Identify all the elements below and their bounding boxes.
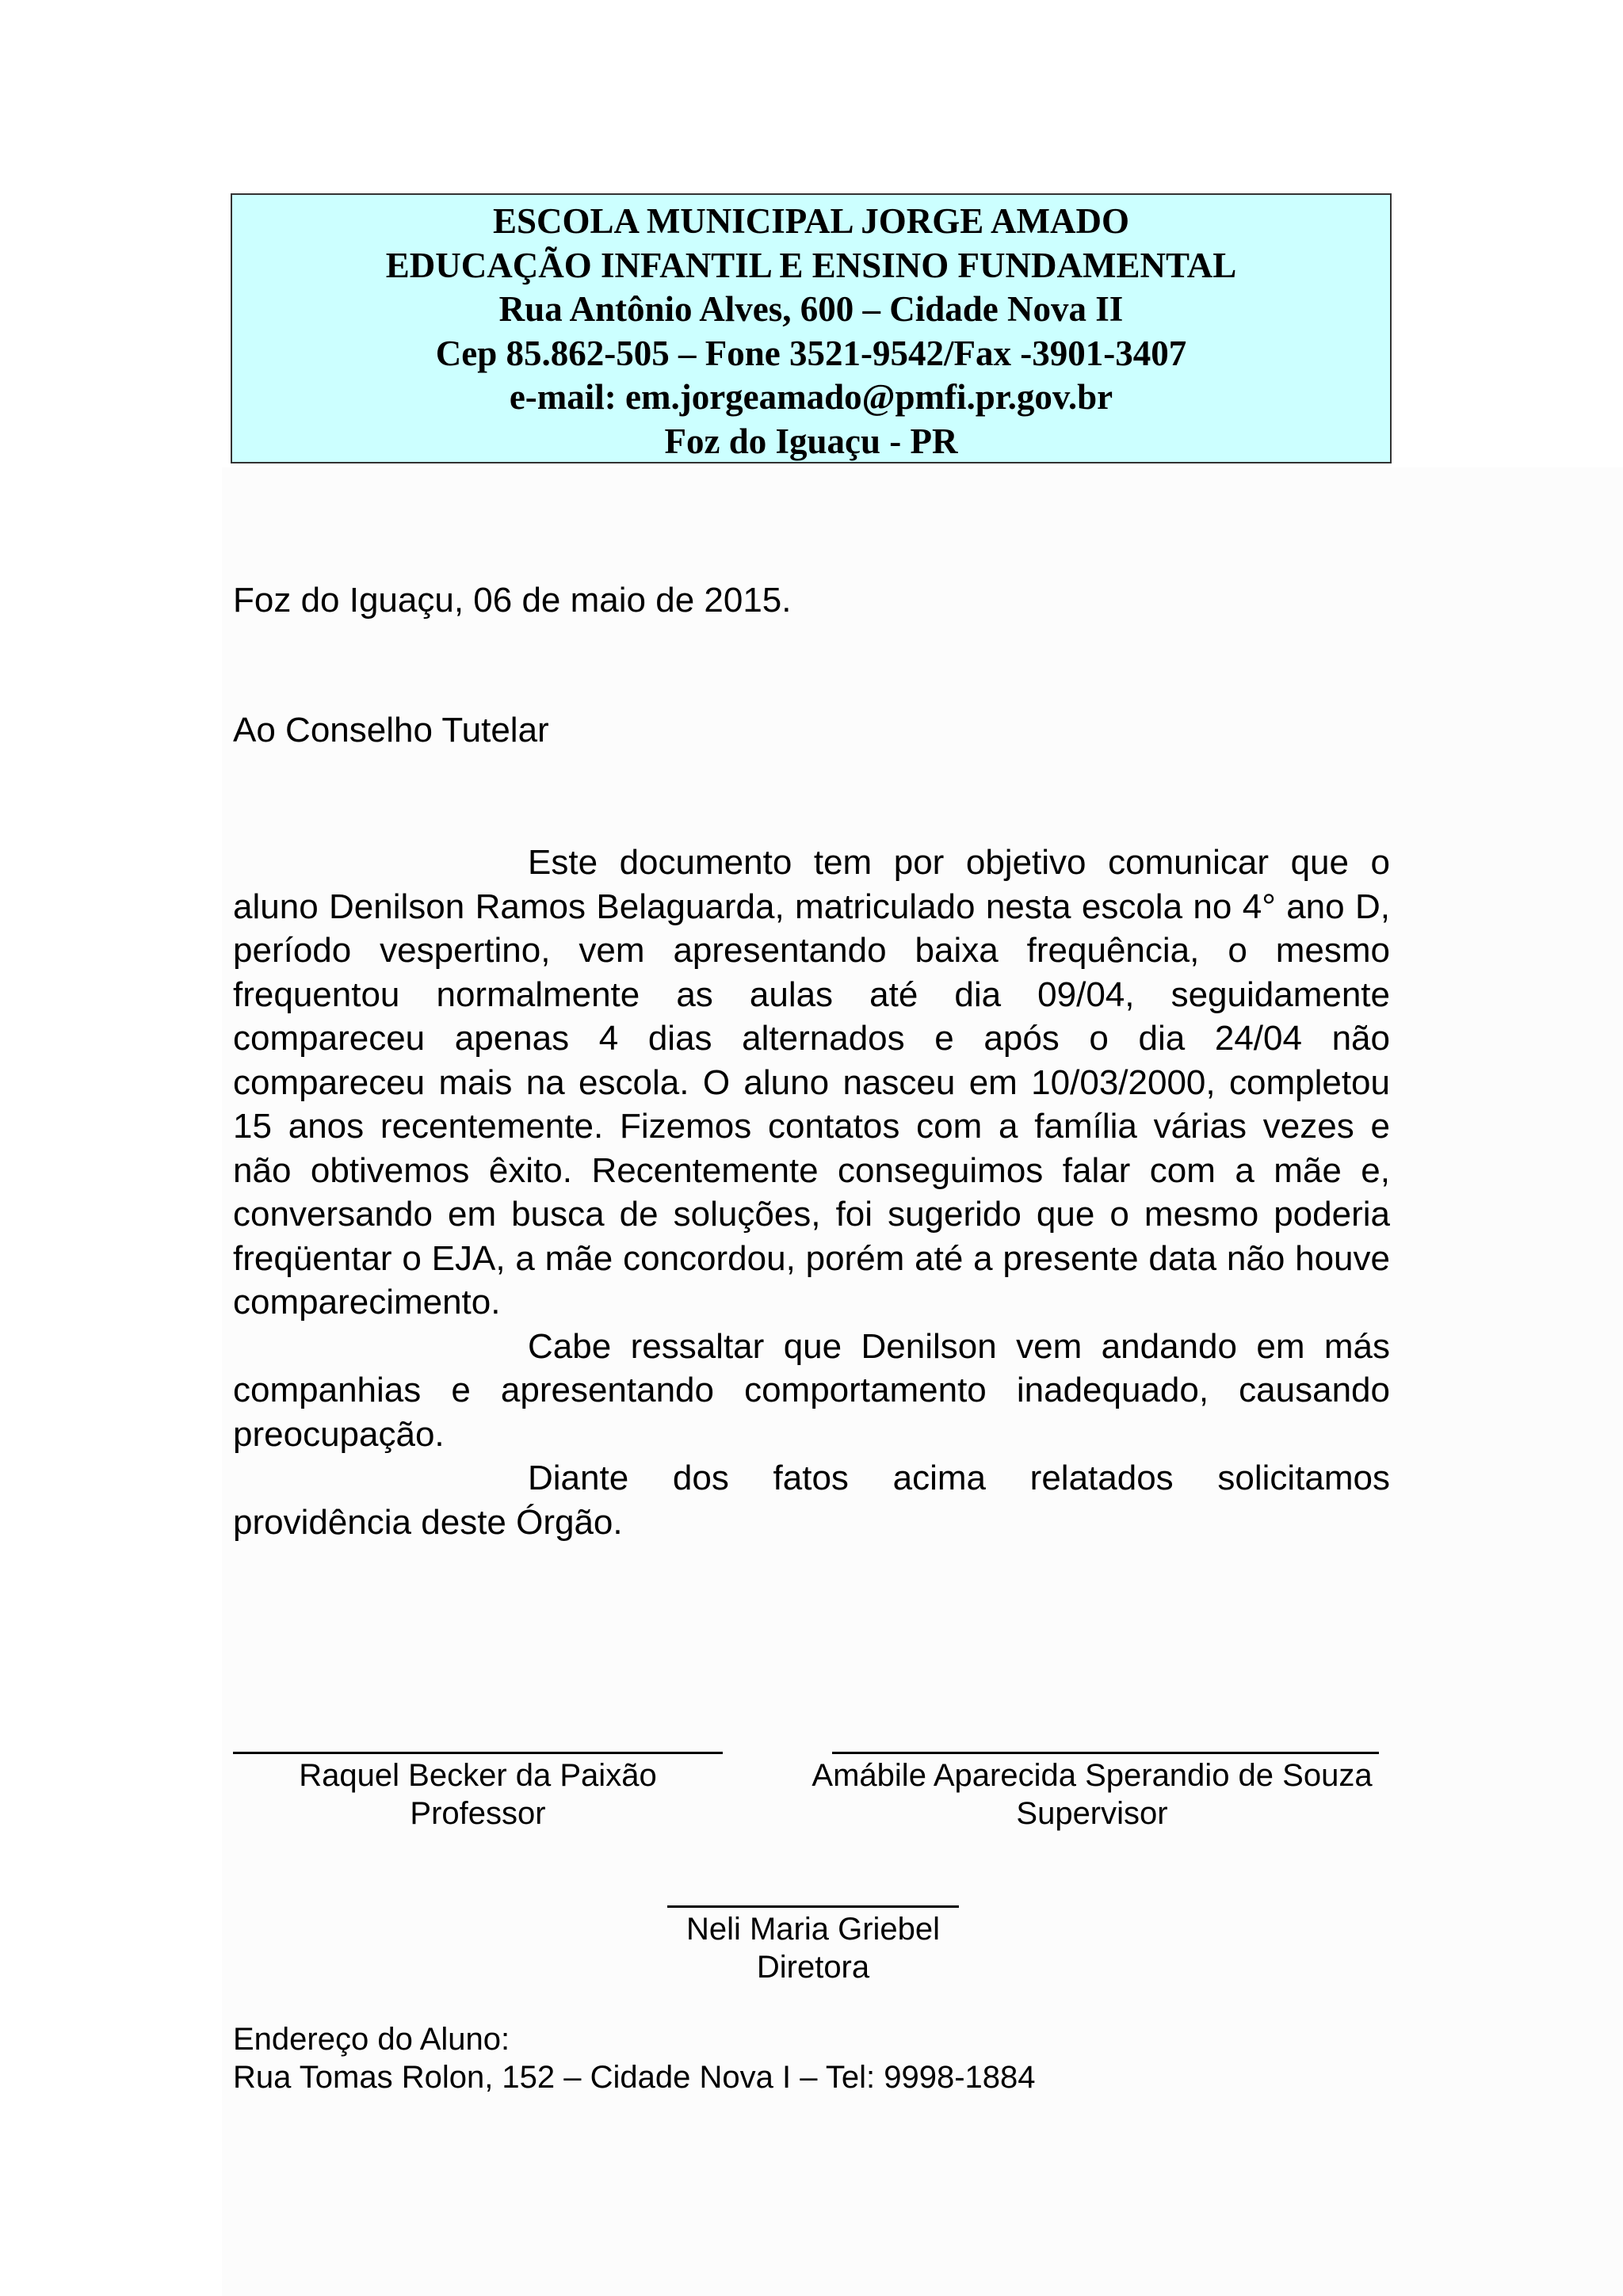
student-address-label: Endereço do Aluno: xyxy=(233,2022,510,2057)
signature-professor-name: Raquel Becker da Paixão xyxy=(299,1758,657,1793)
signature-line-professor xyxy=(233,1752,723,1754)
letter-body xyxy=(233,841,1390,1544)
letter-paragraph: Este documento tem por objetivo comunicar que o aluno Denilson Ramos Belaguarda, matriculado nesta escola no 4° ano D, período vespertino, vem apresentando baixa frequência, o mesmo frequentou normalmente as aulas até dia 09/04, seguidamente compareceu apenas 4 dias alternados e após o dia 24/04 não compareceu mais na escola. O aluno nasceu em 10/03/2000, completou 15 anos recentemente. Fizemos contatos com a família várias vezes e não obtivemos êxito. Recentemente conseguimos falar com a mãe e, conversando em busca de soluções, foi sugerido que o mesmo poderia freqüentar o EJA, a mãe concordou, porém até a presente data não houve comparecimento. xyxy=(233,843,1390,1322)
school-letterhead xyxy=(231,193,1392,463)
letter-addressee: Ao Conselho Tutelar xyxy=(233,711,549,749)
education-levels: EDUCAÇÃO INFANTIL E ENSINO FUNDAMENTAL xyxy=(385,245,1237,285)
signature-line-supervisor xyxy=(832,1752,1379,1754)
school-name: ESCOLA MUNICIPAL JORGE AMADO xyxy=(493,201,1129,241)
signature-director-name: Neli Maria Griebel xyxy=(685,1912,941,1947)
school-city: Foz do Iguaçu - PR xyxy=(664,421,958,461)
signature-supervisor-name: Amábile Aparecida Sperandio de Souza xyxy=(812,1758,1373,1793)
student-address xyxy=(233,2020,1036,2096)
school-contact-numbers: Cep 85.862-505 – Fone 3521-9542/Fax -3901-3407 xyxy=(435,333,1187,373)
letter-date: Foz do Iguaçu, 06 de maio de 2015. xyxy=(233,581,792,620)
school-email: e-mail: em.jorgeamado@pmfi.pr.gov.br xyxy=(509,377,1113,417)
school-street-address: Rua Antônio Alves, 600 – Cidade Nova II xyxy=(498,289,1124,329)
signature-director-role: Diretora xyxy=(756,1950,870,1985)
student-address-line: Rua Tomas Rolon, 152 – Cidade Nova I – Tel: 9998-1884 xyxy=(233,2060,1036,2095)
letter-paragraph: Diante dos fatos acima relatados solicitamos providência deste Órgão. xyxy=(233,1459,1390,1542)
letter-paragraph: Cabe ressaltar que Denilson vem andando em más companhias e apresentando comportamento inadequado, causando preocupação. xyxy=(233,1326,1390,1454)
signature-line-director xyxy=(667,1905,959,1908)
signature-professor-role: Professor xyxy=(410,1796,546,1831)
signature-supervisor-role: Supervisor xyxy=(1016,1796,1168,1831)
